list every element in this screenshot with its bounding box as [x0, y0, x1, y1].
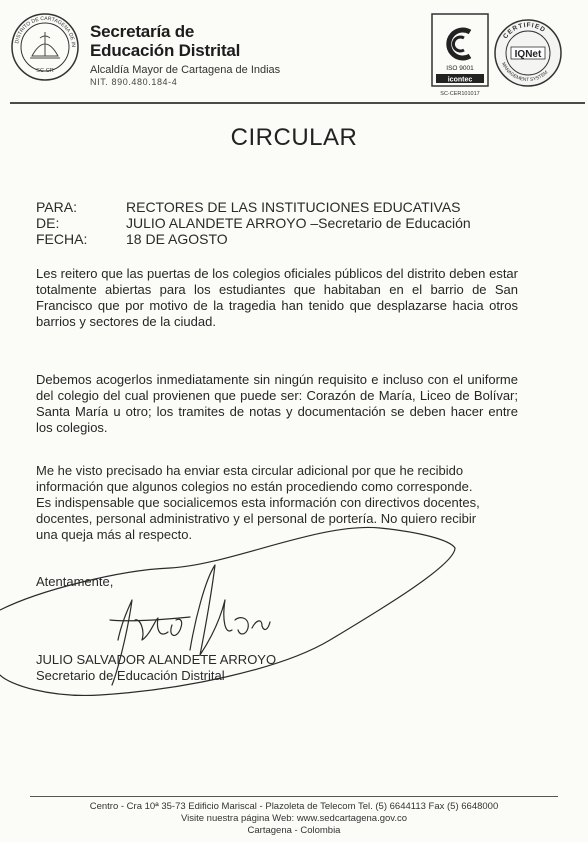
footer-address: Centro - Cra 10ª 35-73 Edificio Mariscal - Plazoleta de Telecom Tel. (5) 6644113 Fax (5) 6648000 [89, 801, 499, 812]
footer-divider [30, 796, 558, 797]
p3-line: información que algunos colegios no están procediendo como corresponde. [36, 479, 473, 494]
org-nit: NIT. 890.480.184-4 [90, 77, 178, 87]
p3-line: Es indispensable que socialicemos esta información con directivos docentes, [36, 495, 480, 510]
closing-salutation: Atentamente, [36, 574, 114, 589]
svg-text:IQNet: IQNet [514, 49, 542, 60]
para-value: RECTORES DE LAS INSTITUCIONES EDUCATIVAS [126, 199, 461, 215]
svg-text:DISTRITO DE CARTAGENA DE INDIA: DISTRITO DE CARTAGENA DE IN [14, 15, 77, 48]
de-value: JULIO ALANDETE ARROYO –Secretario de Educación [126, 215, 471, 231]
fecha-label: FECHA: [36, 231, 88, 247]
icontec-iso-logo [430, 12, 490, 98]
footer-city: Cartagena - Colombia [247, 825, 341, 836]
svg-text:icontec: icontec [447, 76, 473, 84]
header-divider [10, 102, 585, 104]
svg-text:SC-CER101017: SC-CER101017 [440, 91, 480, 97]
org-line2: Educación Distrital [90, 41, 241, 60]
body-paragraph-3 [36, 463, 518, 543]
svg-text:SC-CR: SC-CR [36, 68, 54, 74]
org-line1: Secretaría de [90, 22, 195, 41]
svg-text:CERTIFIED: CERTIFIED [502, 21, 547, 41]
fecha-value: 18 DE AGOSTO [126, 231, 228, 247]
body-paragraph-1: Les reitero que las puertas de los colegios oficiales públicos del distrito deben estar totalmente abiertas para los estudiantes que habitaban en el barrio de San Francisco que por motivo de la tragedia han tenido que desplazarse hacia otros barrios y sectores de la ciudad. [36, 266, 518, 329]
p3-line: docentes, personal administrativo y el personal de portería. No quiero recibir [36, 511, 477, 526]
p3-line: Me he visto precisado ha enviar esta circular adicional por que he recibido [36, 463, 464, 478]
svg-text:MANAGEMENT SYSTEM: MANAGEMENT SYSTEM [500, 62, 550, 84]
svg-text:ISO 9001: ISO 9001 [446, 65, 474, 72]
district-seal-logo [10, 12, 80, 82]
org-subtitle: Alcaldía Mayor de Cartagena de Indias [90, 64, 281, 76]
body-paragraph-2: Debemos acogerlos inmediatamente sin ningún requisito e incluso con el uniforme del colegio del cual provienen que puede ser: Corazón de María, Liceo de Bolívar; Santa María u otro; los tramites de notas y documentación se deben hacer entre los colegios. [36, 372, 518, 435]
para-label: PARA: [36, 199, 77, 215]
organization-name [90, 22, 240, 60]
iqnet-certified-logo [493, 18, 563, 88]
signer-name: JULIO SALVADOR ALANDETE ARROYO [36, 652, 277, 667]
document-title: CIRCULAR [230, 124, 358, 151]
footer-website: Visite nuestra página Web: www.sedcartagena.gov.co [180, 813, 408, 824]
signer-title: Secretario de Educación Distrital [36, 668, 225, 683]
p3-line: una queja más al respecto. [36, 527, 193, 542]
de-label: DE: [36, 215, 60, 231]
